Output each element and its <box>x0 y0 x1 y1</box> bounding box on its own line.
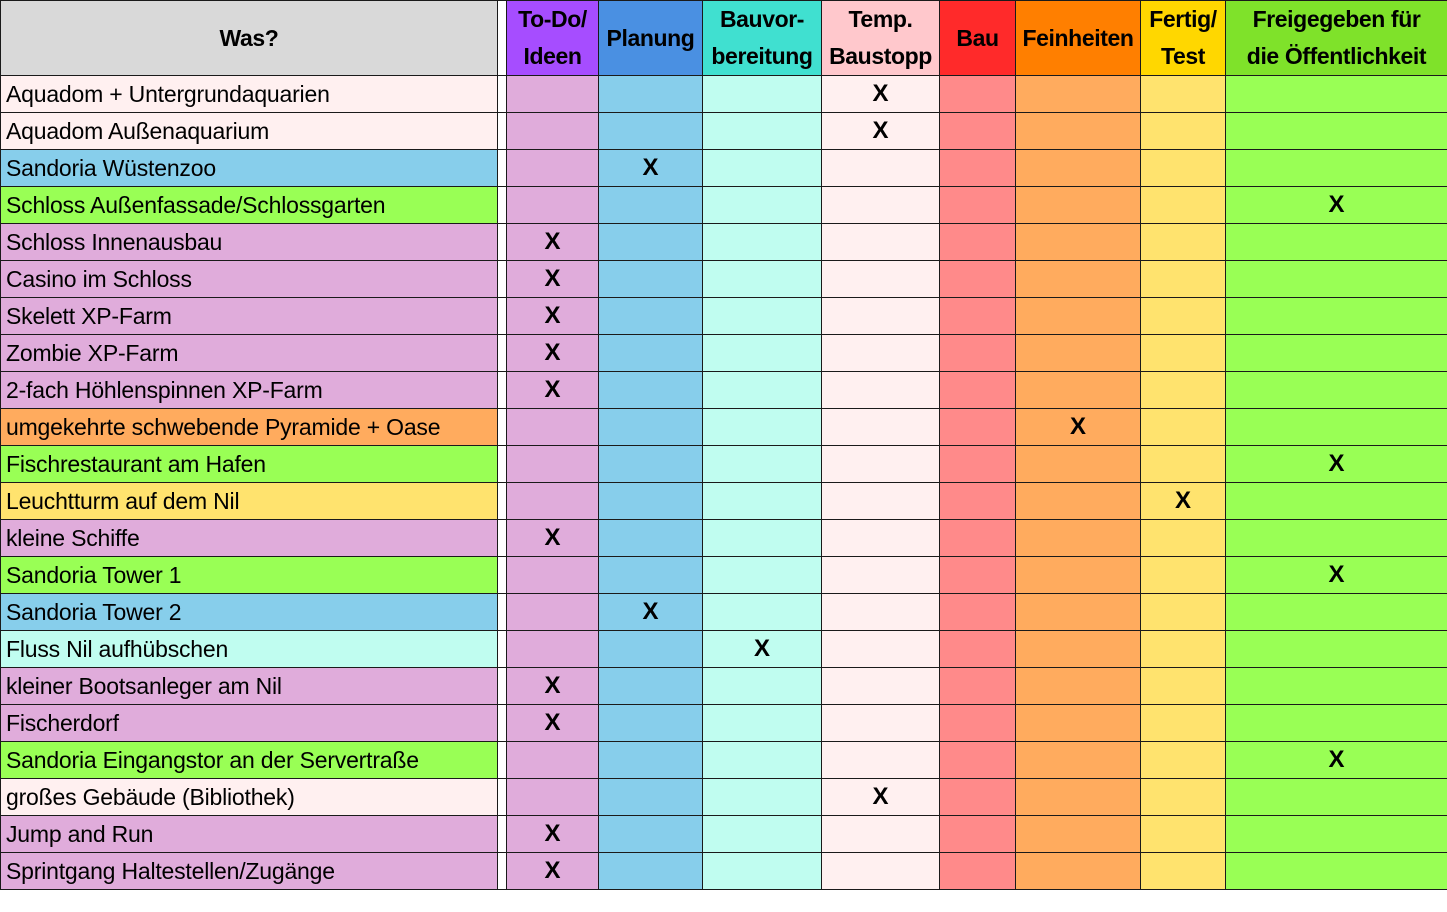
project-name: Fischerdorf <box>1 705 498 742</box>
project-name: Jump and Run <box>1 816 498 853</box>
stage-header-line1: Planung <box>606 24 695 51</box>
stage-cell <box>1016 187 1141 224</box>
stage-cell <box>822 631 940 668</box>
stage-cell <box>1226 705 1447 742</box>
stage-cell <box>599 187 703 224</box>
project-name: Zombie XP-Farm <box>1 335 498 372</box>
stage-cell <box>940 631 1016 668</box>
project-name: kleine Schiffe <box>1 520 498 557</box>
column-spacer <box>498 705 507 742</box>
stage-cell <box>1141 76 1226 113</box>
stage-header-line1: Bauvor- <box>719 6 805 32</box>
stage-cell <box>1226 594 1447 631</box>
stage-cell <box>703 779 822 816</box>
stage-cell <box>1016 779 1141 816</box>
stage-cell <box>703 76 822 113</box>
stage-header-line1: Fertig/ <box>1149 6 1217 32</box>
stage-header-line2: Baustopp <box>829 43 932 69</box>
column-spacer <box>498 779 507 816</box>
stage-cell <box>1226 483 1447 520</box>
project-name: umgekehrte schwebende Pyramide + Oase <box>1 409 498 446</box>
stage-cell <box>507 742 599 779</box>
column-spacer <box>498 261 507 298</box>
stage-cell <box>1226 631 1447 668</box>
column-spacer <box>498 483 507 520</box>
stage-cell <box>1226 853 1447 890</box>
project-name: Fischrestaurant am Hafen <box>1 446 498 483</box>
stage-cell <box>822 520 940 557</box>
stage-cell <box>1226 335 1447 372</box>
stage-mark: X <box>1226 187 1447 224</box>
stage-cell <box>1141 779 1226 816</box>
table-row <box>1 150 1447 187</box>
table-row <box>1 594 1447 631</box>
stage-cell <box>1016 705 1141 742</box>
column-spacer <box>498 1 507 76</box>
column-spacer <box>498 520 507 557</box>
stage-cell <box>703 594 822 631</box>
stage-mark: X <box>507 335 599 372</box>
stage-cell <box>703 557 822 594</box>
column-spacer <box>498 446 507 483</box>
stage-cell <box>507 76 599 113</box>
project-name: Aquadom + Untergrundaquarien <box>1 76 498 113</box>
stage-cell <box>507 557 599 594</box>
stage-cell <box>1226 779 1447 816</box>
table-row <box>1 76 1447 113</box>
project-name: Casino im Schloss <box>1 261 498 298</box>
stage-header-line2: Test <box>1161 43 1205 69</box>
stage-cell <box>1226 520 1447 557</box>
stage-header-line1: Temp. <box>848 6 913 32</box>
column-spacer <box>498 409 507 446</box>
project-name: Sandoria Wüstenzoo <box>1 150 498 187</box>
stage-cell <box>703 298 822 335</box>
stage-cell <box>507 779 599 816</box>
stage-cell <box>1016 150 1141 187</box>
stage-mark: X <box>822 779 940 816</box>
stage-cell <box>1226 113 1447 150</box>
stage-cell <box>1141 187 1226 224</box>
stage-cell <box>1016 594 1141 631</box>
stage-cell <box>1016 668 1141 705</box>
stage-cell <box>703 483 822 520</box>
stage-cell <box>599 335 703 372</box>
table-row <box>1 409 1447 446</box>
stage-cell <box>822 705 940 742</box>
stage-header-line1: Feinheiten <box>1022 24 1134 51</box>
stage-cell <box>822 816 940 853</box>
stage-cell <box>940 668 1016 705</box>
project-name: Aquadom Außenaquarium <box>1 113 498 150</box>
stage-cell <box>1141 113 1226 150</box>
column-spacer <box>498 816 507 853</box>
stage-cell <box>599 816 703 853</box>
table-row <box>1 853 1447 890</box>
table-row <box>1 483 1447 520</box>
stage-mark: X <box>1226 557 1447 594</box>
table-row <box>1 816 1447 853</box>
stage-header-6 <box>1141 1 1226 76</box>
stage-mark: X <box>507 668 599 705</box>
table-row <box>1 705 1447 742</box>
stage-cell <box>599 557 703 594</box>
stage-header-3 <box>822 1 940 76</box>
column-spacer <box>498 853 507 890</box>
stage-cell <box>940 224 1016 261</box>
stage-cell <box>940 557 1016 594</box>
stage-cell <box>822 446 940 483</box>
stage-cell <box>1141 557 1226 594</box>
stage-cell <box>599 372 703 409</box>
column-spacer <box>498 150 507 187</box>
stage-cell <box>822 298 940 335</box>
stage-cell <box>940 76 1016 113</box>
stage-header-line1: Freigegeben für <box>1252 6 1421 32</box>
stage-cell <box>1016 446 1141 483</box>
stage-cell <box>599 483 703 520</box>
stage-cell <box>940 187 1016 224</box>
stage-mark: X <box>822 113 940 150</box>
project-name: Skelett XP-Farm <box>1 298 498 335</box>
stage-cell <box>1016 520 1141 557</box>
stage-cell <box>940 705 1016 742</box>
stage-cell <box>599 742 703 779</box>
stage-cell <box>822 150 940 187</box>
stage-cell <box>703 668 822 705</box>
stage-cell <box>1016 816 1141 853</box>
project-name: 2-fach Höhlenspinnen XP-Farm <box>1 372 498 409</box>
stage-cell <box>599 668 703 705</box>
table-row <box>1 298 1447 335</box>
table-row <box>1 779 1447 816</box>
stage-cell <box>822 853 940 890</box>
stage-cell <box>703 187 822 224</box>
stage-cell <box>1016 113 1141 150</box>
table-row <box>1 742 1447 779</box>
stage-cell <box>940 113 1016 150</box>
stage-cell <box>940 261 1016 298</box>
stage-cell <box>507 446 599 483</box>
stage-cell <box>1141 298 1226 335</box>
project-name: großes Gebäude (Bibliothek) <box>1 779 498 816</box>
stage-cell <box>822 261 940 298</box>
stage-cell <box>1141 224 1226 261</box>
table-row <box>1 224 1447 261</box>
column-spacer <box>498 594 507 631</box>
stage-header-4 <box>940 1 1016 76</box>
stage-cell <box>507 631 599 668</box>
header-was: Was? <box>1 1 498 76</box>
stage-cell <box>940 335 1016 372</box>
stage-cell <box>599 853 703 890</box>
project-name: Schloss Außenfassade/Schlossgarten <box>1 187 498 224</box>
stage-cell <box>1141 853 1226 890</box>
stage-mark: X <box>507 298 599 335</box>
stage-header-line2: Ideen <box>523 43 582 69</box>
stage-mark: X <box>1226 446 1447 483</box>
stage-cell <box>940 520 1016 557</box>
project-name: Leuchtturm auf dem Nil <box>1 483 498 520</box>
stage-cell <box>1141 520 1226 557</box>
stage-cell <box>703 409 822 446</box>
column-spacer <box>498 372 507 409</box>
column-spacer <box>498 224 507 261</box>
stage-mark: X <box>1016 409 1141 446</box>
project-name: Schloss Innenausbau <box>1 224 498 261</box>
stage-cell <box>1226 261 1447 298</box>
stage-cell <box>1226 298 1447 335</box>
stage-cell <box>1016 224 1141 261</box>
table-row <box>1 187 1447 224</box>
stage-cell <box>940 742 1016 779</box>
stage-cell <box>599 446 703 483</box>
stage-cell <box>1016 335 1141 372</box>
stage-cell <box>1226 76 1447 113</box>
project-name: Sandoria Tower 2 <box>1 594 498 631</box>
stage-cell <box>507 409 599 446</box>
stage-cell <box>599 409 703 446</box>
project-name: Sprintgang Haltestellen/Zugänge <box>1 853 498 890</box>
stage-cell <box>703 520 822 557</box>
stage-cell <box>1141 261 1226 298</box>
stage-cell <box>703 853 822 890</box>
stage-cell <box>1226 816 1447 853</box>
stage-cell <box>703 816 822 853</box>
stage-cell <box>1016 483 1141 520</box>
column-spacer <box>498 557 507 594</box>
stage-mark: X <box>703 631 822 668</box>
stage-cell <box>599 261 703 298</box>
stage-cell <box>1141 335 1226 372</box>
stage-cell <box>822 483 940 520</box>
table-body <box>1 76 1447 890</box>
stage-header-line1: To-Do/ <box>518 6 587 32</box>
stage-cell <box>599 113 703 150</box>
stage-cell <box>1016 557 1141 594</box>
stage-cell <box>822 224 940 261</box>
stage-cell <box>599 298 703 335</box>
stage-cell <box>599 76 703 113</box>
stage-cell <box>1226 409 1447 446</box>
stage-header-0 <box>507 1 599 76</box>
stage-cell <box>703 335 822 372</box>
stage-cell <box>940 853 1016 890</box>
column-spacer <box>498 76 507 113</box>
column-spacer <box>498 298 507 335</box>
stage-cell <box>1141 705 1226 742</box>
stage-mark: X <box>507 261 599 298</box>
stage-cell <box>1226 150 1447 187</box>
table-row <box>1 631 1447 668</box>
column-spacer <box>498 113 507 150</box>
stage-mark: X <box>599 594 703 631</box>
stage-cell <box>703 742 822 779</box>
stage-header-7 <box>1226 1 1447 76</box>
stage-cell <box>822 557 940 594</box>
stage-mark: X <box>599 150 703 187</box>
stage-cell <box>1016 298 1141 335</box>
stage-header-5 <box>1016 1 1141 76</box>
stage-cell <box>1141 446 1226 483</box>
stage-cell <box>822 187 940 224</box>
stage-cell <box>507 113 599 150</box>
stage-cell <box>1016 261 1141 298</box>
stage-cell <box>822 668 940 705</box>
table-row <box>1 520 1447 557</box>
stage-cell <box>940 372 1016 409</box>
stage-cell <box>1141 816 1226 853</box>
column-spacer <box>498 742 507 779</box>
stage-cell <box>822 409 940 446</box>
stage-cell <box>1141 631 1226 668</box>
stage-cell <box>940 483 1016 520</box>
table-row <box>1 335 1447 372</box>
stage-mark: X <box>507 520 599 557</box>
stage-header-line2: bereitung <box>711 43 813 69</box>
stage-cell <box>940 409 1016 446</box>
stage-cell <box>703 113 822 150</box>
column-spacer <box>498 631 507 668</box>
table-row <box>1 372 1447 409</box>
stage-header-line1: Bau <box>956 24 999 51</box>
stage-cell <box>507 483 599 520</box>
stage-cell <box>822 372 940 409</box>
stage-header-line2: die Öffentlichkeit <box>1246 43 1427 69</box>
table-row <box>1 113 1447 150</box>
stage-mark: X <box>1141 483 1226 520</box>
column-spacer <box>498 187 507 224</box>
stage-cell <box>507 594 599 631</box>
stage-cell <box>822 335 940 372</box>
stage-cell <box>1016 853 1141 890</box>
stage-cell <box>1141 594 1226 631</box>
stage-cell <box>703 261 822 298</box>
column-spacer <box>498 668 507 705</box>
stage-mark: X <box>507 816 599 853</box>
table-header <box>1 1 1447 76</box>
stage-header-2 <box>703 1 822 76</box>
stage-cell <box>703 150 822 187</box>
stage-cell <box>1141 409 1226 446</box>
stage-cell <box>703 446 822 483</box>
stage-cell <box>940 446 1016 483</box>
stage-cell <box>1016 372 1141 409</box>
stage-cell <box>940 594 1016 631</box>
project-name: Sandoria Tower 1 <box>1 557 498 594</box>
column-spacer <box>498 335 507 372</box>
stage-header-1 <box>599 1 703 76</box>
stage-cell <box>599 520 703 557</box>
stage-cell <box>599 779 703 816</box>
table-row <box>1 668 1447 705</box>
stage-cell <box>822 594 940 631</box>
stage-mark: X <box>507 853 599 890</box>
stage-cell <box>1141 372 1226 409</box>
stage-cell <box>1141 742 1226 779</box>
stage-cell <box>940 150 1016 187</box>
stage-cell <box>507 187 599 224</box>
stage-cell <box>1226 224 1447 261</box>
stage-cell <box>1141 668 1226 705</box>
stage-cell <box>822 742 940 779</box>
stage-mark: X <box>822 76 940 113</box>
stage-cell <box>1226 372 1447 409</box>
stage-cell <box>599 224 703 261</box>
project-name: kleiner Bootsanleger am Nil <box>1 668 498 705</box>
stage-cell <box>1016 631 1141 668</box>
stage-cell <box>940 298 1016 335</box>
project-name: Fluss Nil aufhübschen <box>1 631 498 668</box>
stage-cell <box>1226 668 1447 705</box>
stage-cell <box>599 705 703 742</box>
stage-cell <box>703 224 822 261</box>
stage-cell <box>507 150 599 187</box>
header-row <box>1 1 1447 76</box>
table-row <box>1 557 1447 594</box>
stage-cell <box>1016 76 1141 113</box>
stage-mark: X <box>507 372 599 409</box>
stage-cell <box>599 631 703 668</box>
stage-mark: X <box>1226 742 1447 779</box>
stage-mark: X <box>507 705 599 742</box>
stage-mark: X <box>507 224 599 261</box>
stage-cell <box>703 705 822 742</box>
stage-cell <box>1016 742 1141 779</box>
stage-cell <box>940 816 1016 853</box>
stage-cell <box>940 779 1016 816</box>
stage-cell <box>1141 150 1226 187</box>
table-row <box>1 446 1447 483</box>
project-name: Sandoria Eingangstor an der Servertraße <box>1 742 498 779</box>
table-row <box>1 261 1447 298</box>
stage-cell <box>703 372 822 409</box>
